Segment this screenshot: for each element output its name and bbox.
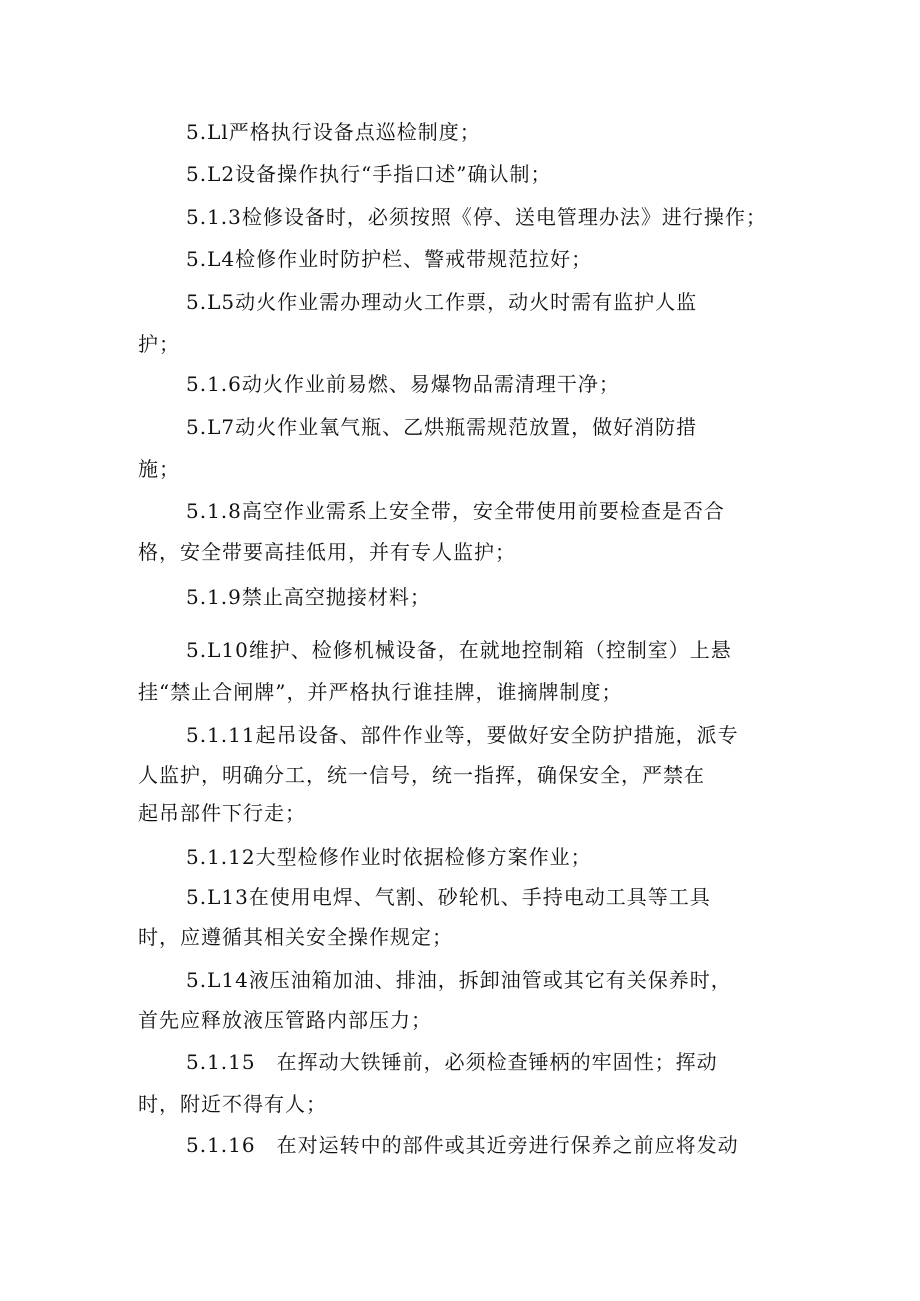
clause-5-1-3-line-1: 5.1.3检修设备时，必须按照《停、送电管理办法》进行操作； [186,205,767,229]
clause-5-1-6-line-1: 5.1.6动火作业前易燃、易爆物品需清理干净； [186,372,620,396]
clause-5-1-5-line-2: 护； [138,332,180,356]
clause-5-1-11-line-2: 人监护，明确分工，统一信号，统一指挥，确保安全，严禁在 [138,763,705,787]
clause-5-1-15-line-2: 时，附近不得有人； [138,1092,327,1116]
clause-5-1-5-line-1: 5.L5动火作业需办理动火工作票，动火时需有监护人监 [186,290,698,314]
clause-5-1-14-line-1: 5.L14液压油箱加油、排油，拆卸油管或其它有关保养时， [186,968,732,992]
clause-5-1-14-line-2: 首先应释放液压管路内部压力； [138,1008,432,1032]
clause-5-1-15-line-1: 5.1.15 在挥动大铁锤前，必须检查锤柄的牢固性；挥动 [186,1050,718,1074]
clause-5-1-8-line-1: 5.1.8高空作业需系上安全带，安全带使用前要检查是否合 [186,499,725,523]
clause-5-1-12-line-1: 5.1.12大型检修作业时依据检修方案作业； [186,845,592,869]
clause-5-1-13-line-1: 5.L13在使用电焊、气割、砂轮机、手持电动工具等工具 [186,885,711,909]
clause-5-1-7-line-1: 5.L7动火作业氧气瓶、乙烘瓶需规范放置，做好消防措 [186,415,698,439]
clause-5-1-11-line-3: 起吊部件下行走； [138,801,306,825]
clause-5-1-1-line-1: 5.Ll严格执行设备点巡检制度； [186,120,481,144]
clause-5-1-16-line-1: 5.1.16 在对运转中的部件或其近旁进行保养之前应将发动 [186,1133,739,1157]
clause-5-1-4-line-1: 5.L4检修作业时防护栏、警戒带规范拉好； [186,247,593,271]
clause-5-1-10-line-2: 挂“禁止合闸牌”，并严格执行谁挂牌，谁摘牌制度； [138,680,623,704]
clause-5-1-7-line-2: 施； [138,457,180,481]
clause-5-1-10-line-1: 5.L10维护、检修机械设备，在就地控制箱（控制室）上悬 [186,638,732,662]
clause-5-1-8-line-2: 格，安全带要高挂低用，并有专人监护； [138,540,516,564]
clause-5-1-9-line-1: 5.1.9禁止高空抛接材料； [186,585,431,609]
clause-5-1-13-line-2: 时，应遵循其相关安全操作规定； [138,925,453,949]
clause-5-1-2-line-1: 5.L2设备操作执行“手指口述”确认制； [186,162,552,186]
clause-5-1-11-line-1: 5.1.11起吊设备、部件作业等，要做好安全防护措施，派专 [186,723,739,747]
